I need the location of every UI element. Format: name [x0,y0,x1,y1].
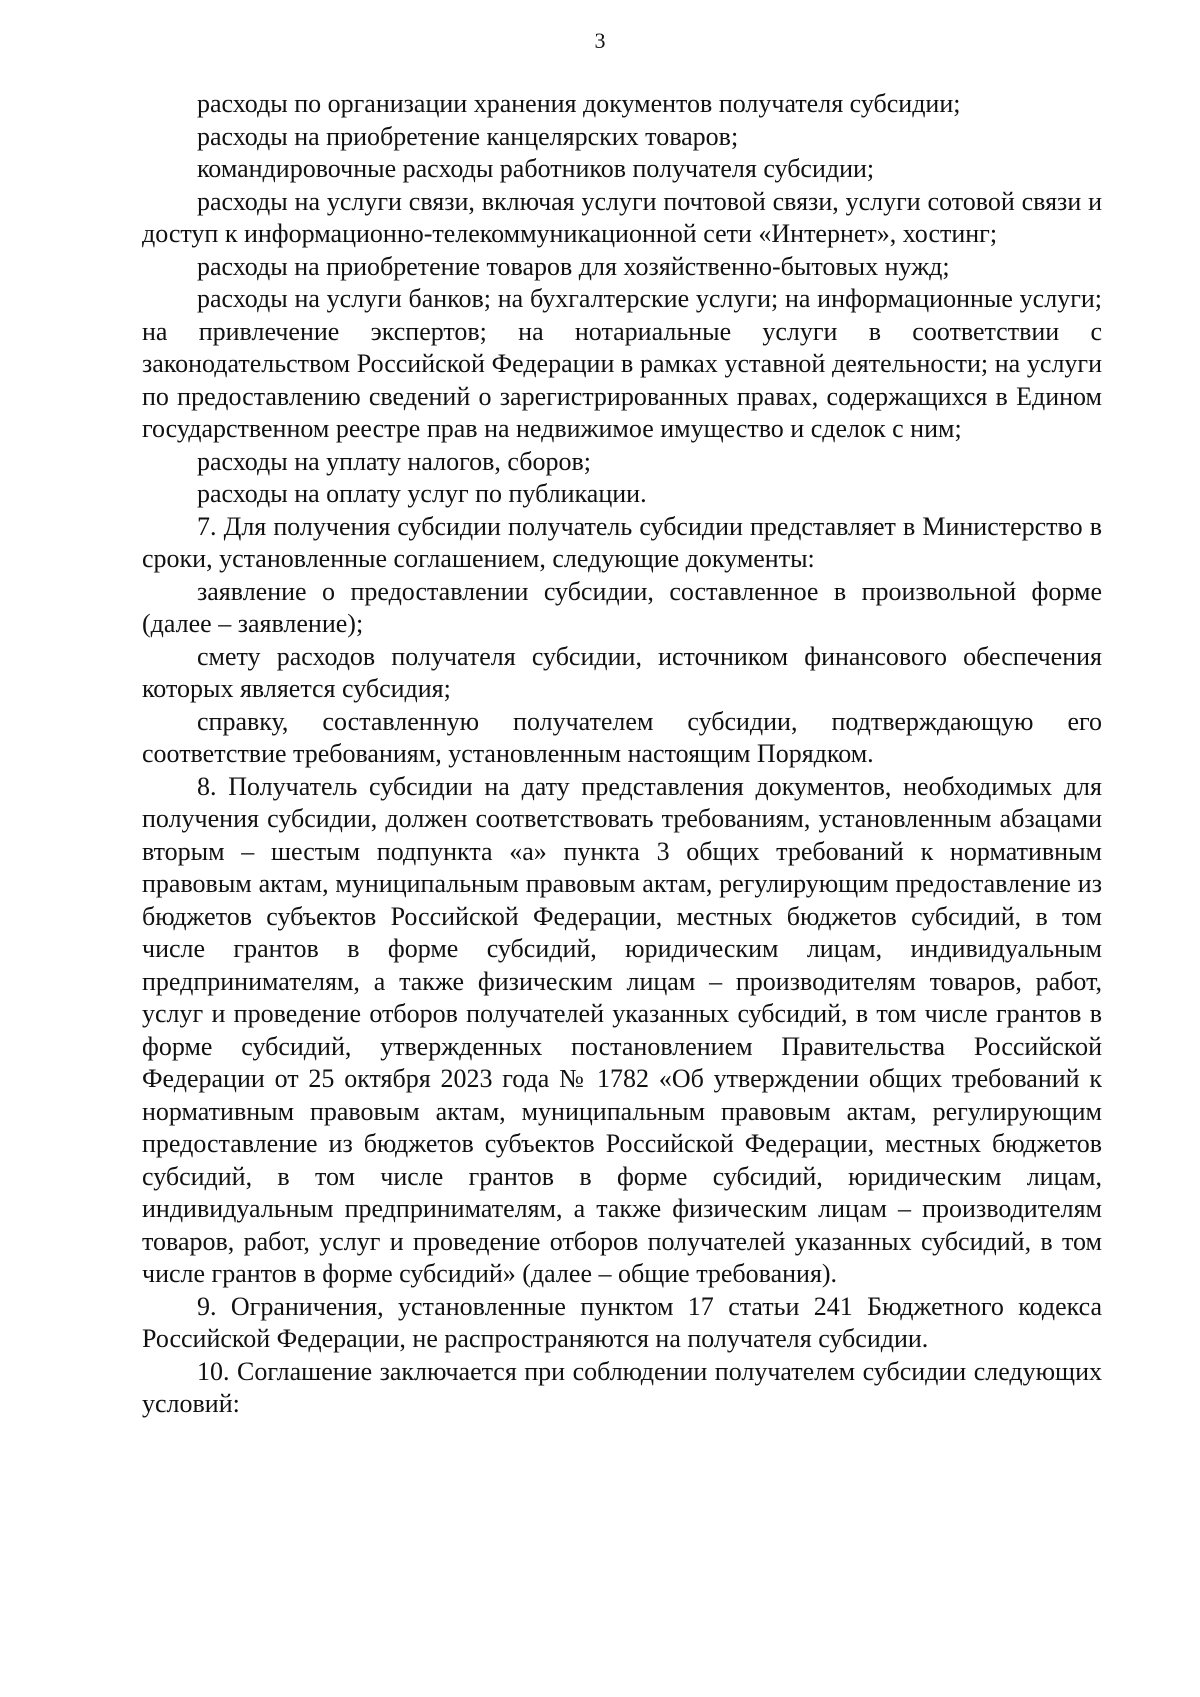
paragraph-item-8: 8. Получатель субсидии на дату представления документов, необходимых для получения субсидии, должен соответствовать требованиям, установленным абзацами вторым – шестым подпункта «а» пункта 3 общих требований к нормативным правовым актам, муниципальным правовым актам, регулирующим предоставление из бюджетов субъектов Российской Федерации, местных бюджетов субсидий, в том числе грантов в форме субсидий, юридическим лицам, индивидуальным предпринимателям, а также физическим лицам – производителям товаров, работ, услуг и проведение отборов получателей указанных субсидий, в том числе грантов в форме субсидий, утвержденных постановлением Правительства Российской Федерации от 25 октября 2023 года № 1782 «Об утверждении общих требований к нормативным правовым актам, муниципальным правовым актам, регулирующим предоставление из бюджетов субъектов Российской Федерации, местных бюджетов субсидий, в том числе грантов в форме субсидий, юридическим лицам, индивидуальным предпринимателям, а также физическим лицам – производителям товаров, работ, услуг и проведение отборов получателей указанных субсидий, в том числе грантов в форме субсидий» (далее – общие требования). [142,771,1102,1288]
paragraph-storage-expenses: расходы по организации хранения документов получателя субсидии; [197,89,961,118]
paragraph-travel-expenses: командировочные расходы работников получателя субсидии; [197,154,875,183]
paragraph-item-9: 9. Ограничения, установленные пунктом 17 статьи 241 Бюджетного кодекса Российской Федерации, не распространяются на получателя субсидии. [142,1291,1102,1353]
document-body [142,88,1102,1421]
paragraph-item-7: 7. Для получения субсидии получатель субсидии представляет в Министерство в сроки, установленные соглашением, следующие документы: [142,511,1102,573]
paragraph-estimate: смету расходов получателя субсидии, источником финансового обеспечения которых является субсидия; [142,641,1102,703]
page-number: 3 [594,28,606,53]
paragraph-communication-expenses: расходы на услуги связи, включая услуги почтовой связи, услуги сотовой связи и доступ к информационно-телекоммуникационной сети «Интернет», хостинг; [142,186,1102,248]
paragraph-household-expenses: расходы на приобретение товаров для хозяйственно-бытовых нужд; [197,251,950,281]
paragraph-tax-expenses: расходы на уплату налогов, сборов; [197,446,591,476]
paragraph-publication-expenses: расходы на оплату услуг по публикации. [197,479,647,508]
paragraph-services-expenses: расходы на услуги банков; на бухгалтерские услуги; на информационные услуги; на привлечение экспертов; на нотариальные услуги в соответствии с законодательством Российской Федерации в рамках уставной деятельности; на услуги по предоставлению сведений о зарегистрированных правах, содержащихся в Едином государственном реестре прав на недвижимое имущество и сделок с ним; [142,284,1102,443]
paragraph-application: заявление о предоставлении субсидии, составленное в произвольной форме (далее – заявление); [142,576,1102,638]
paragraph-certificate: справку, составленную получателем субсидии, подтверждающую его соответствие требованиям, установленным настоящим Порядком. [142,706,1102,768]
paragraph-item-10: 10. Соглашение заключается при соблюдении получателем субсидии следующих условий: [142,1356,1102,1418]
paragraph-stationery-expenses: расходы на приобретение канцелярских товаров; [197,121,739,151]
